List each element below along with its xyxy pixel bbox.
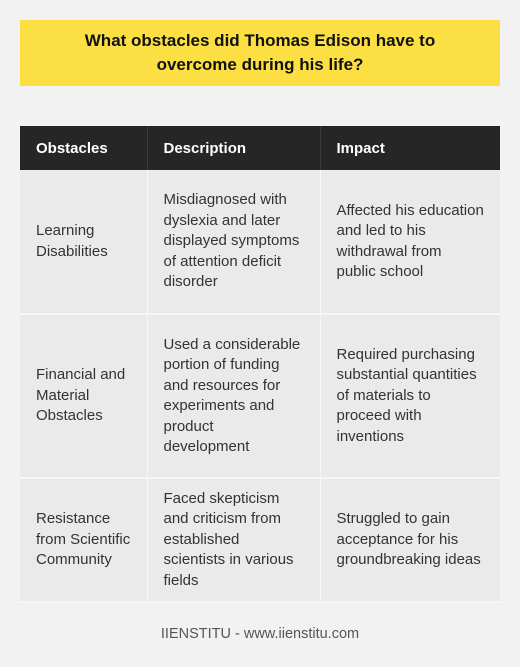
footer-credit: IIENSTITU - www.iienstitu.com xyxy=(160,626,360,642)
description-cell: Faced skepticism and criticism from established scientists in various fields xyxy=(147,478,320,602)
description-cell: Misdiagnosed with dyslexia and later displayed symptoms of attention deficit disorder xyxy=(147,170,320,314)
obstacles-table xyxy=(20,126,500,603)
column-header-obstacles: Obstacles xyxy=(20,126,147,170)
table-row xyxy=(20,170,500,314)
column-header-description: Description xyxy=(147,126,320,170)
obstacle-cell: Financial and Material Obstacles xyxy=(20,314,147,478)
impact-cell: Affected his education and led to his withdrawal from public school xyxy=(320,170,500,314)
description-cell: Used a considerable portion of funding and resources for experiments and product development xyxy=(147,314,320,478)
table-row xyxy=(20,314,500,478)
impact-cell: Struggled to gain acceptance for his groundbreaking ideas xyxy=(320,478,500,602)
table-header-row xyxy=(20,126,500,170)
obstacle-cell: Resistance from Scientific Community xyxy=(20,478,147,602)
page-title: What obstacles did Thomas Edison have to overcome during his life? xyxy=(20,20,500,86)
table-row xyxy=(20,478,500,602)
column-header-impact: Impact xyxy=(320,126,500,170)
obstacle-cell: Learning Disabilities xyxy=(20,170,147,314)
impact-cell: Required purchasing substantial quantities of materials to proceed with inventions xyxy=(320,314,500,478)
